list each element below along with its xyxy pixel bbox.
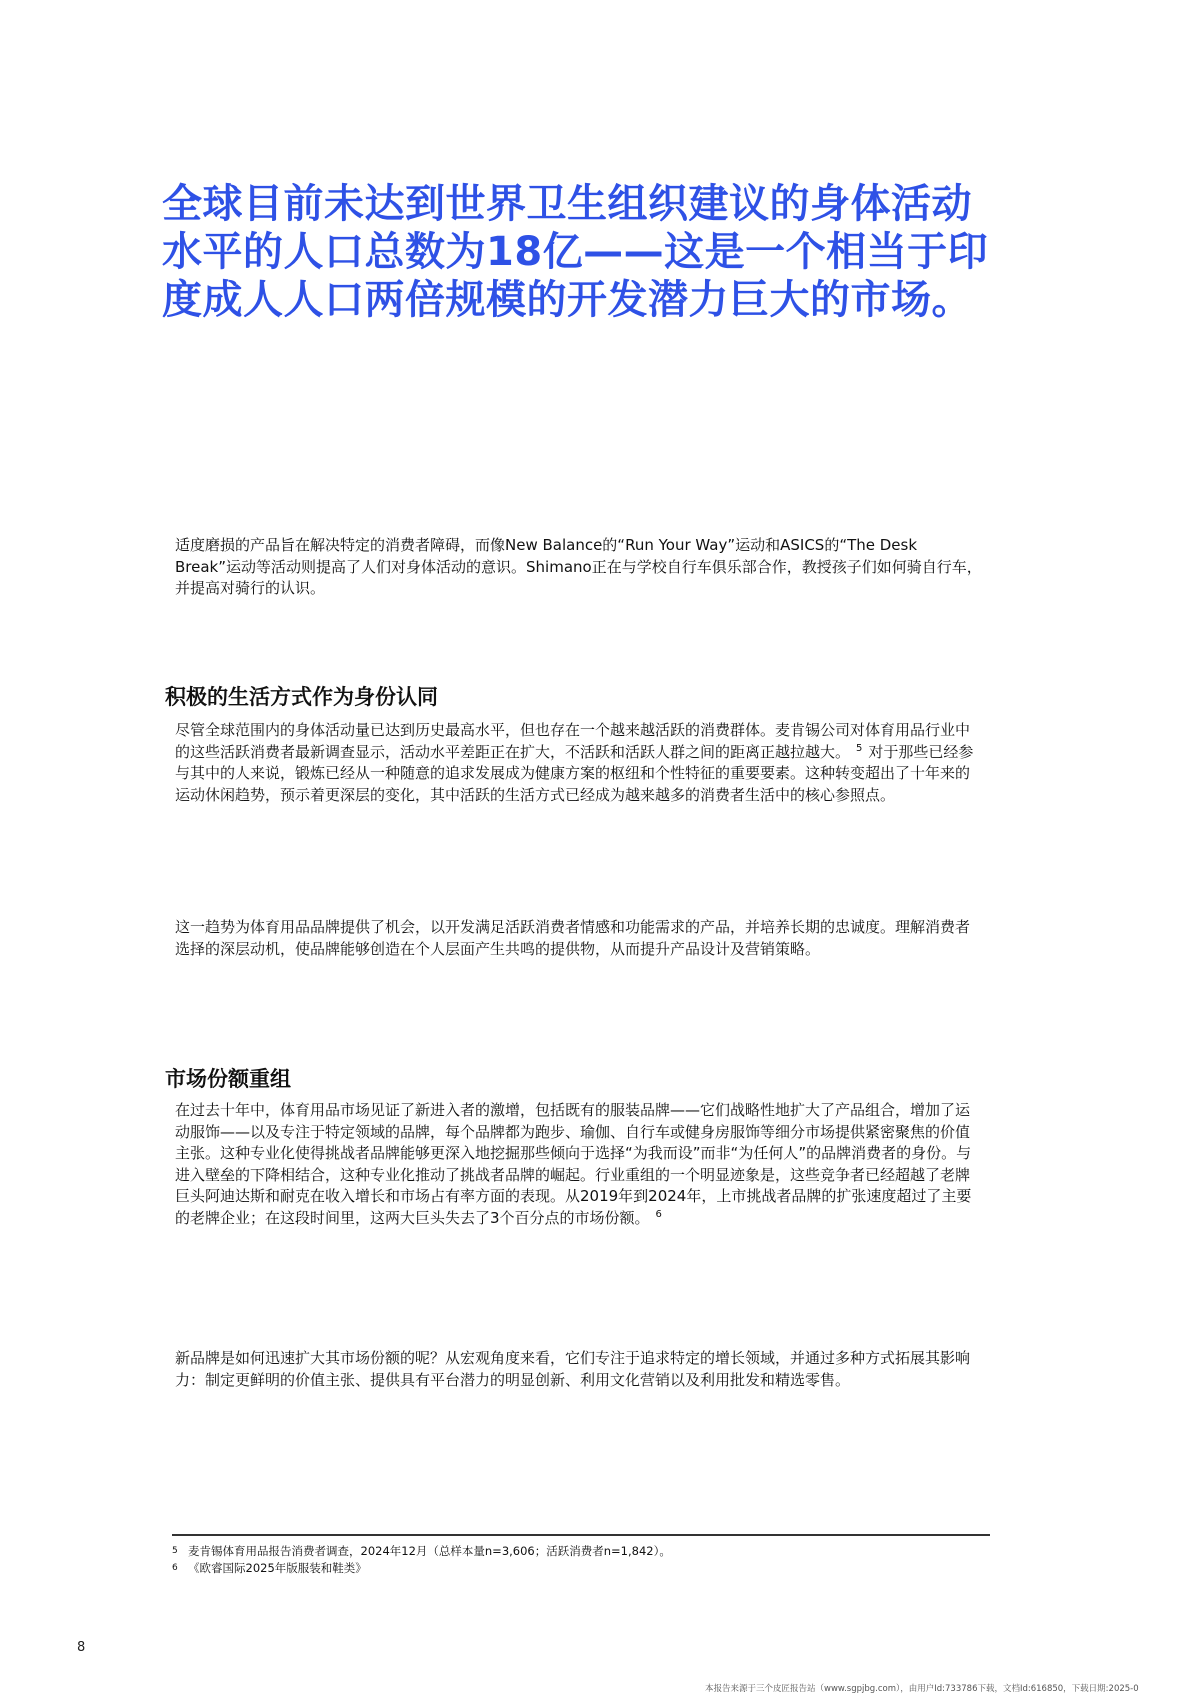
footnote-text: 《欧睿国际2025年版服装和鞋类》 bbox=[188, 1561, 367, 1575]
paragraph-text: 对于那些已经参与其中的人来说，锻炼已经从一种随意的追求发展成为健康方案的枢纽和个性特征的重要要素。这种转变超出了十年来的运动休闲趋势，预示着更深层的变化，其中活跃的生活方式已经成为越来越多的消费者生活中的核心参照点。 bbox=[175, 742, 974, 804]
market-share-paragraph-2: 新品牌是如何迅速扩大其市场份额的呢？从宏观角度来看，它们专注于追求特定的增长领域，并通过多种方式拓展其影响力：制定更鲜明的价值主张、提供具有平台潜力的明显创新、利用文化营销以及利用批发和精选零售。 bbox=[175, 1349, 971, 1389]
active-lifestyle-paragraph-2: 这一趋势为体育用品品牌提供了机会，以开发满足活跃消费者情感和功能需求的产品，并培养长期的忠诚度。理解消费者选择的深层动机，使品牌能够创造在个人层面产生共鸣的提供物，从而提升产品设计及营销策略。 bbox=[175, 918, 971, 958]
footnote-mark: 5 bbox=[172, 1546, 178, 1556]
paragraph-text: 在过去十年中，体育用品市场见证了新进入者的激增，包括既有的服装品牌——它们战略性地扩大了产品组合，增加了运动服饰——以及专注于特定领域的品牌，每个品牌都为跑步、瑜伽、自行车或健身房服饰等细分市场提供紧密聚焦的价值主张。这种专业化使得挑战者品牌能够更深入地挖掘那些倾向于选择“为我而设”而非“为任何人”的品牌消费者的身份。与进入壁垒的下降相结合，这种专业化推动了挑战者品牌的崛起。行业重组的一个明显迹象是，这些竞争者已经超越了老牌巨头阿迪达斯和耐克在收入增长和市场占有率方面的表现。从2019年到2024年，上市挑战者品牌的扩张速度超过了主要的老牌企业；在这段时间里，这两大巨头失去了3个百分点的市场份额。 bbox=[175, 1101, 972, 1227]
footnote-mark: 6 bbox=[172, 1563, 178, 1573]
section-title-market-share: 市场份额重组 bbox=[165, 1067, 291, 1091]
footnote-item bbox=[172, 1543, 990, 1560]
page-number: 8 bbox=[77, 1640, 86, 1655]
paragraph-text: 尽管全球范围内的身体活动量已达到历史最高水平，但也存在一个越来越活跃的消费群体。麦肯锡公司对体育用品行业中的这些活跃消费者最新调查显示，活动水平差距正在扩大，不活跃和活跃人群之间的距离正越拉越大。 bbox=[175, 721, 971, 761]
footnote-reference[interactable]: 5 bbox=[856, 742, 863, 754]
headline: 全球目前未达到世界卫生组织建议的身体活动水平的人口总数为18亿——这是一个相当于印度成人人口两倍规模的开发潜力巨大的市场。 bbox=[162, 181, 989, 323]
footnote-text: 麦肯锡体育用品报告消费者调查，2024年12月（总样本量n=3,606；活跃消费者n=1,842）。 bbox=[188, 1544, 671, 1558]
footnote-item bbox=[172, 1560, 990, 1577]
market-share-paragraph-1 bbox=[175, 1100, 983, 1229]
intro-paragraph: 适度磨损的产品旨在解决特定的消费者障碍，而像New Balance的“Run Your Way”运动和ASICS的“The Desk Break”运动等活动则提高了人们对身体活动的意识。Shimano正在与学校自行车俱乐部合作，教授孩子们如何骑自行车，并提高对骑行的认识。 bbox=[175, 536, 982, 597]
source-watermark-note: 本报告来源于三个皮匠报告站（www.sgpjbg.com），由用户Id:733786下载，文档Id:616850，下载日期:2025-0 bbox=[705, 1684, 1139, 1694]
active-lifestyle-paragraph-1 bbox=[175, 720, 983, 806]
footnote-reference[interactable]: 6 bbox=[655, 1208, 662, 1220]
section-title-active-lifestyle: 积极的生活方式作为身份认同 bbox=[165, 685, 438, 709]
footnote-divider bbox=[172, 1534, 990, 1536]
footnotes-list bbox=[172, 1543, 990, 1577]
